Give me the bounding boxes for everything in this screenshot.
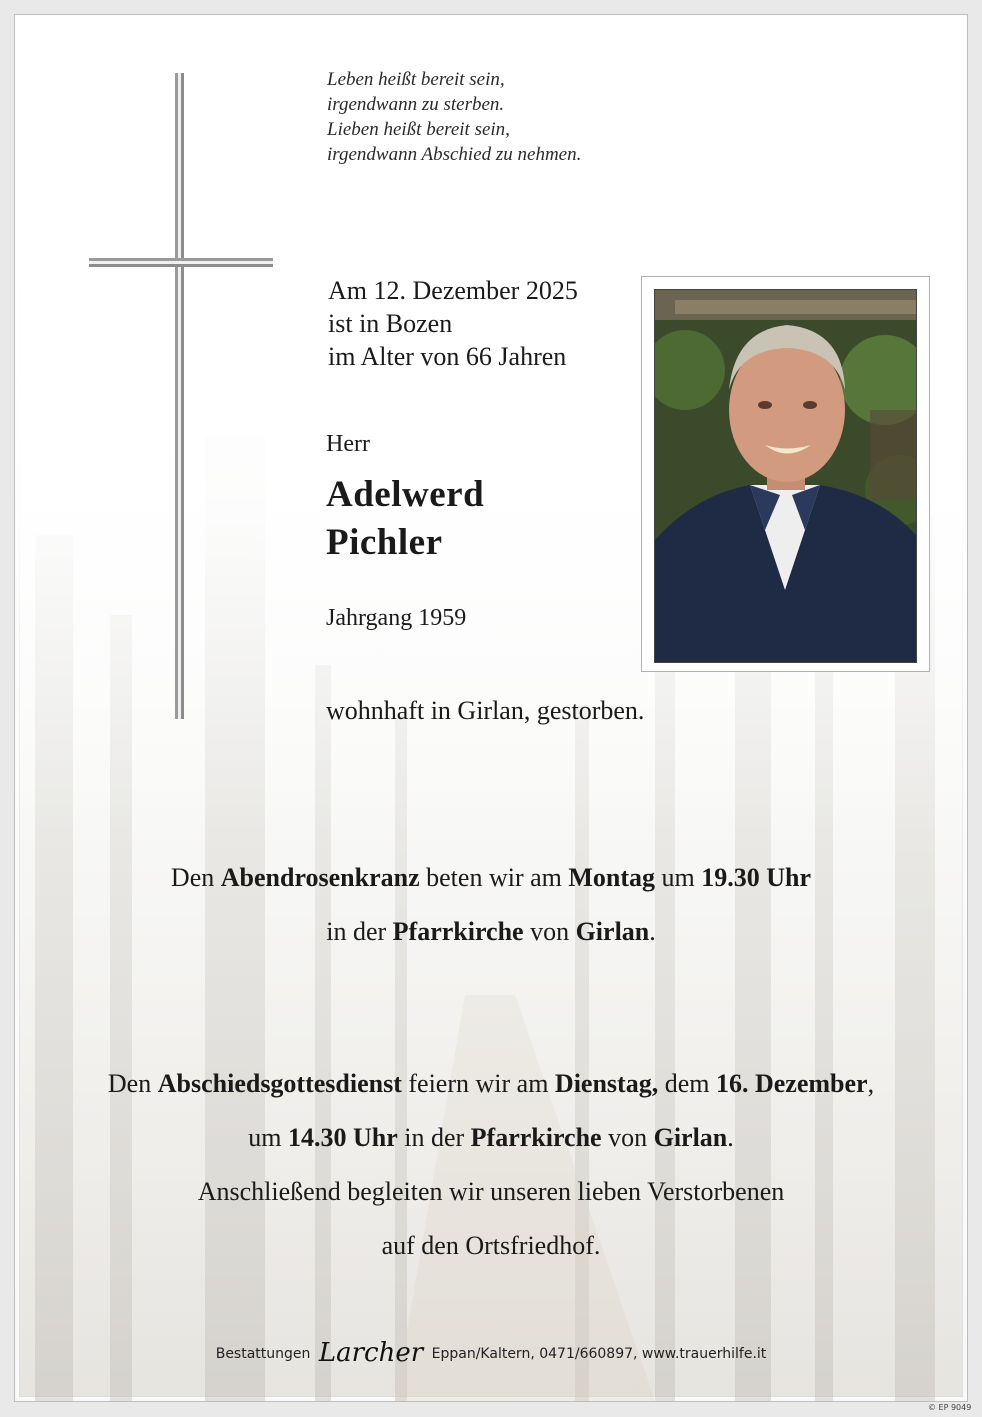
age-line: im Alter von 66 Jahren	[328, 342, 567, 371]
rosary-line-1	[15, 851, 967, 905]
service-line-1	[15, 1057, 967, 1111]
text: um	[655, 863, 702, 892]
funeral-home-footer	[15, 1338, 967, 1368]
text: ,	[867, 1069, 875, 1098]
text: von	[523, 917, 576, 946]
rosary-line-2	[15, 905, 967, 959]
text: in der	[397, 1123, 471, 1152]
rosary-time: 19.30 Uhr	[701, 863, 812, 892]
death-announcement	[328, 274, 578, 373]
text: beten wir am	[419, 863, 569, 892]
rosary-location: Pfarrkirche	[392, 917, 524, 946]
salutation: Herr	[326, 431, 370, 457]
deceased-name	[326, 471, 484, 567]
poem-line: Lieben heißt bereit sein,	[327, 119, 510, 140]
service-line-4: auf den Ortsfriedhof.	[381, 1231, 601, 1260]
service-announcement	[15, 1057, 967, 1273]
birth-year: Jahrgang 1959	[326, 605, 467, 631]
rosary-day: Montag	[568, 863, 656, 892]
service-line-3: Anschließend begleiten wir unseren lieben Verstorbenen	[197, 1177, 785, 1206]
footer-prefix: Bestattungen	[215, 1346, 311, 1362]
funeral-home-logo: Larcher	[318, 1338, 424, 1368]
death-date-line: Am 12. Dezember 2025	[328, 276, 578, 305]
text: in der	[326, 917, 393, 946]
poem-line: Leben heißt bereit sein,	[327, 69, 505, 90]
text: dem	[658, 1069, 716, 1098]
obituary-card	[14, 14, 968, 1402]
rosary-announcement	[15, 851, 967, 959]
first-name: Adelwerd	[326, 474, 485, 515]
service-date: 16. Dezember	[715, 1069, 868, 1098]
rosary-town: Girlan	[575, 917, 650, 946]
cross-vertical-bar	[175, 73, 184, 719]
service-line-2	[15, 1111, 967, 1165]
text: von	[601, 1123, 654, 1152]
last-name: Pichler	[326, 522, 443, 563]
poem	[327, 67, 581, 167]
residence: wohnhaft in Girlan, gestorben.	[326, 696, 645, 725]
poem-line: irgendwann Abschied zu nehmen.	[327, 144, 582, 165]
text: um	[248, 1123, 288, 1152]
text: Den	[170, 863, 221, 892]
footer-contact: Eppan/Kaltern, 0471/660897, www.trauerhilfe.it	[431, 1346, 767, 1362]
print-code: © EP 9049	[928, 1403, 972, 1412]
service-time: 14.30 Uhr	[287, 1123, 398, 1152]
text: Den	[107, 1069, 158, 1098]
text: .	[649, 917, 656, 946]
portrait-frame	[641, 276, 930, 672]
cross-horizontal-bar	[89, 258, 273, 267]
death-place-line: ist in Bozen	[328, 309, 453, 338]
text: feiern wir am	[401, 1069, 555, 1098]
service-town: Girlan	[653, 1123, 728, 1152]
poem-line: irgendwann zu sterben.	[327, 94, 505, 115]
service-location: Pfarrkirche	[470, 1123, 602, 1152]
service-label: Abschiedsgottesdienst	[157, 1069, 402, 1098]
portrait-photo	[654, 289, 917, 663]
text: .	[727, 1123, 734, 1152]
rosary-label: Abendrosenkranz	[220, 863, 420, 892]
service-day: Dienstag,	[554, 1069, 659, 1098]
